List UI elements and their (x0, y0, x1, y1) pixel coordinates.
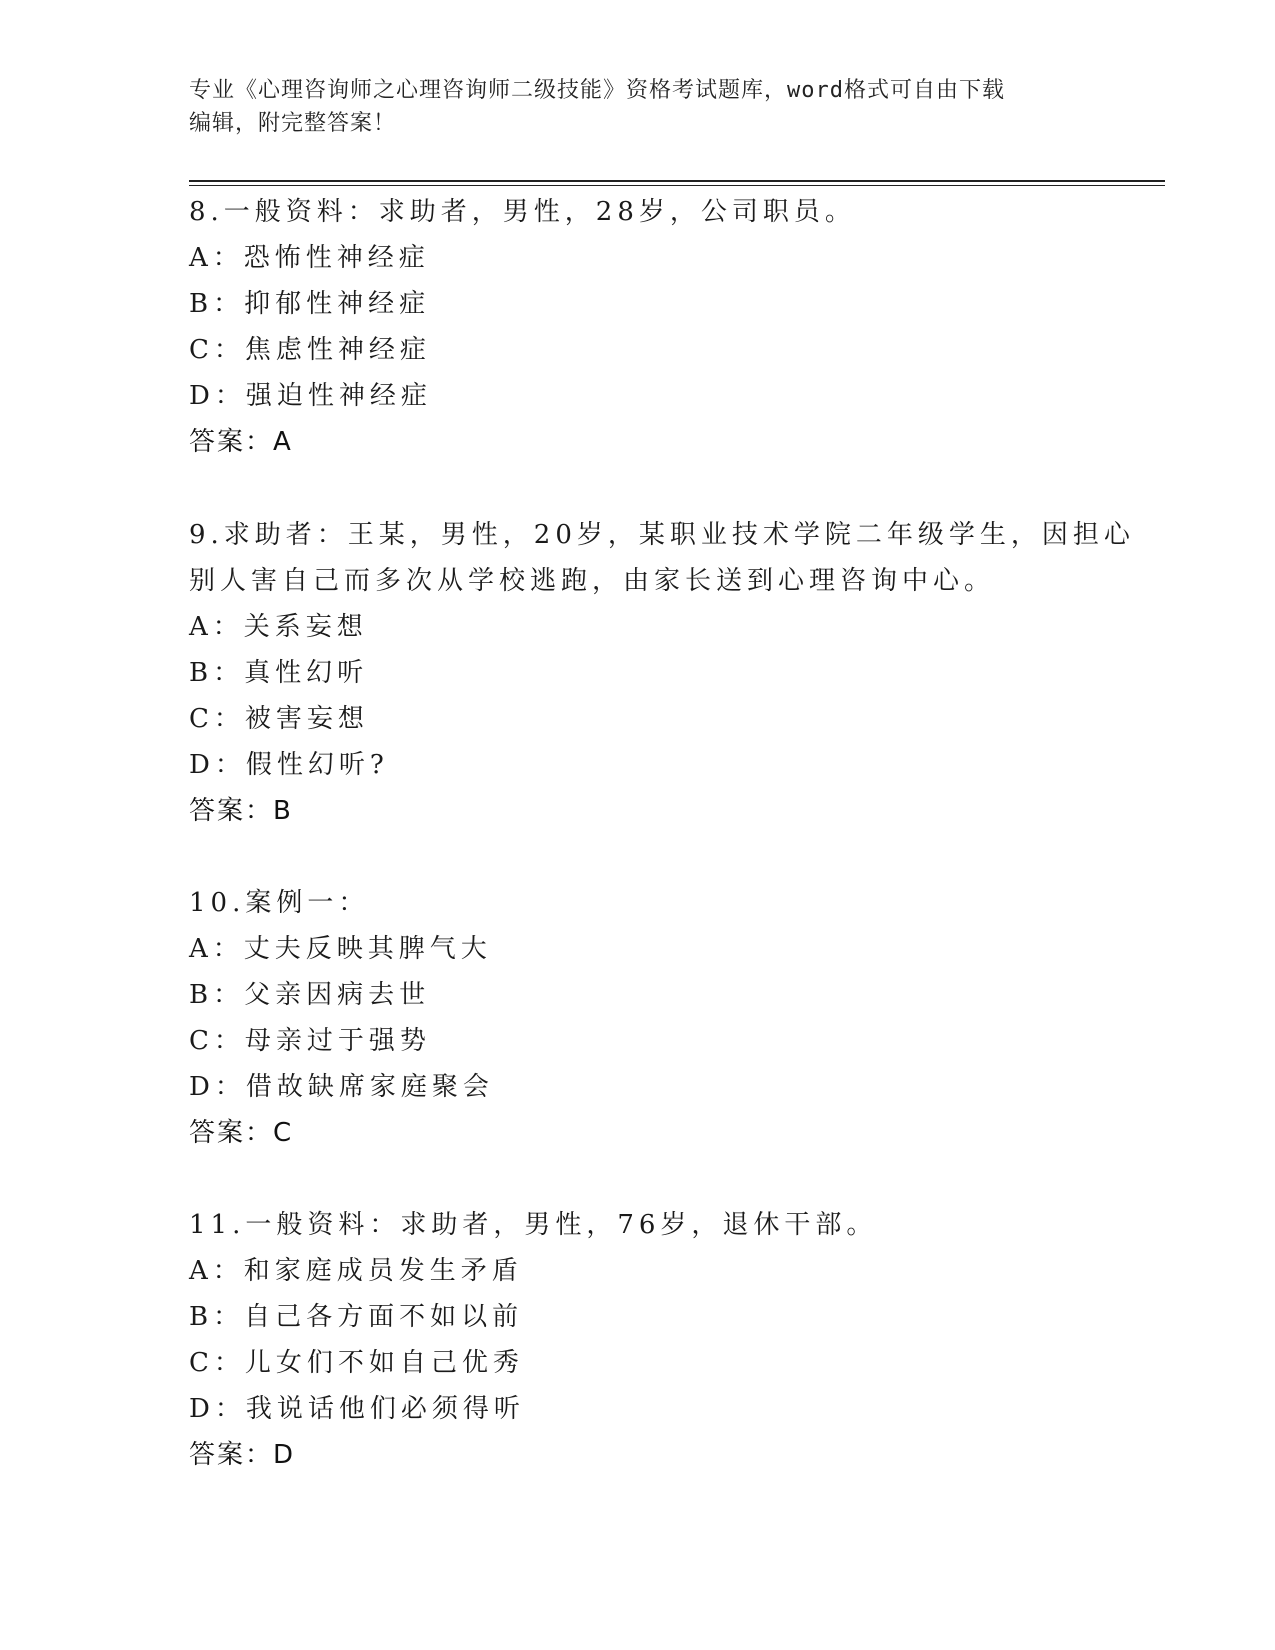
option-b: B：自己各方面不如以前 (189, 1302, 524, 1332)
answer: 答案：D (189, 1440, 296, 1470)
answer: 答案：B (189, 796, 293, 826)
question-stem: 9.求助者：王某，男性，20岁，某职业技术学院二年级学生，因担心 (189, 520, 1135, 550)
option-b: B：父亲因病去世 (189, 980, 431, 1010)
question-10 (189, 880, 1089, 1156)
answer: 答案：A (189, 427, 293, 457)
question-11 (189, 1202, 1089, 1478)
question-stem-continued: 别人害自己而多次从学校逃跑，由家长送到心理咨询中心。 (189, 566, 996, 596)
option-c: C：被害妄想 (189, 704, 369, 734)
option-c: C：焦虑性神经症 (189, 335, 431, 365)
header-divider-thick (189, 180, 1165, 182)
option-d: D：强迫性神经症 (189, 381, 432, 411)
header-line-2: 编辑，附完整答案！ (189, 111, 397, 136)
option-c: C：儿女们不如自己优秀 (189, 1348, 524, 1378)
option-c: C：母亲过于强势 (189, 1026, 431, 1056)
option-d: D：假性幻听? (189, 750, 389, 780)
answer: 答案：C (189, 1118, 294, 1148)
document-header (189, 74, 1089, 140)
option-d: D：借故缺席家庭聚会 (189, 1072, 494, 1102)
header-line-1: 专业《心理咨询师之心理咨询师二级技能》资格考试题库，word格式可自由下载 (189, 78, 1005, 103)
question-8 (189, 189, 1089, 465)
question-stem: 11.一般资料：求助者，男性，76岁，退休干部。 (189, 1210, 878, 1240)
option-b: B：真性幻听 (189, 658, 369, 688)
option-a: A：关系妄想 (189, 612, 368, 642)
option-a: A：丈夫反映其脾气大 (189, 934, 492, 964)
option-d: D：我说话他们必须得听 (189, 1394, 525, 1424)
question-stem: 10.案例一： (189, 888, 370, 918)
question-stem: 8.一般资料：求助者，男性，28岁，公司职员。 (189, 197, 856, 227)
option-b: B：抑郁性神经症 (189, 289, 431, 319)
header-divider-thin (189, 185, 1165, 186)
option-a: A：恐怖性神经症 (189, 243, 430, 273)
option-a: A：和家庭成员发生矛盾 (189, 1256, 523, 1286)
question-9 (189, 512, 1135, 834)
